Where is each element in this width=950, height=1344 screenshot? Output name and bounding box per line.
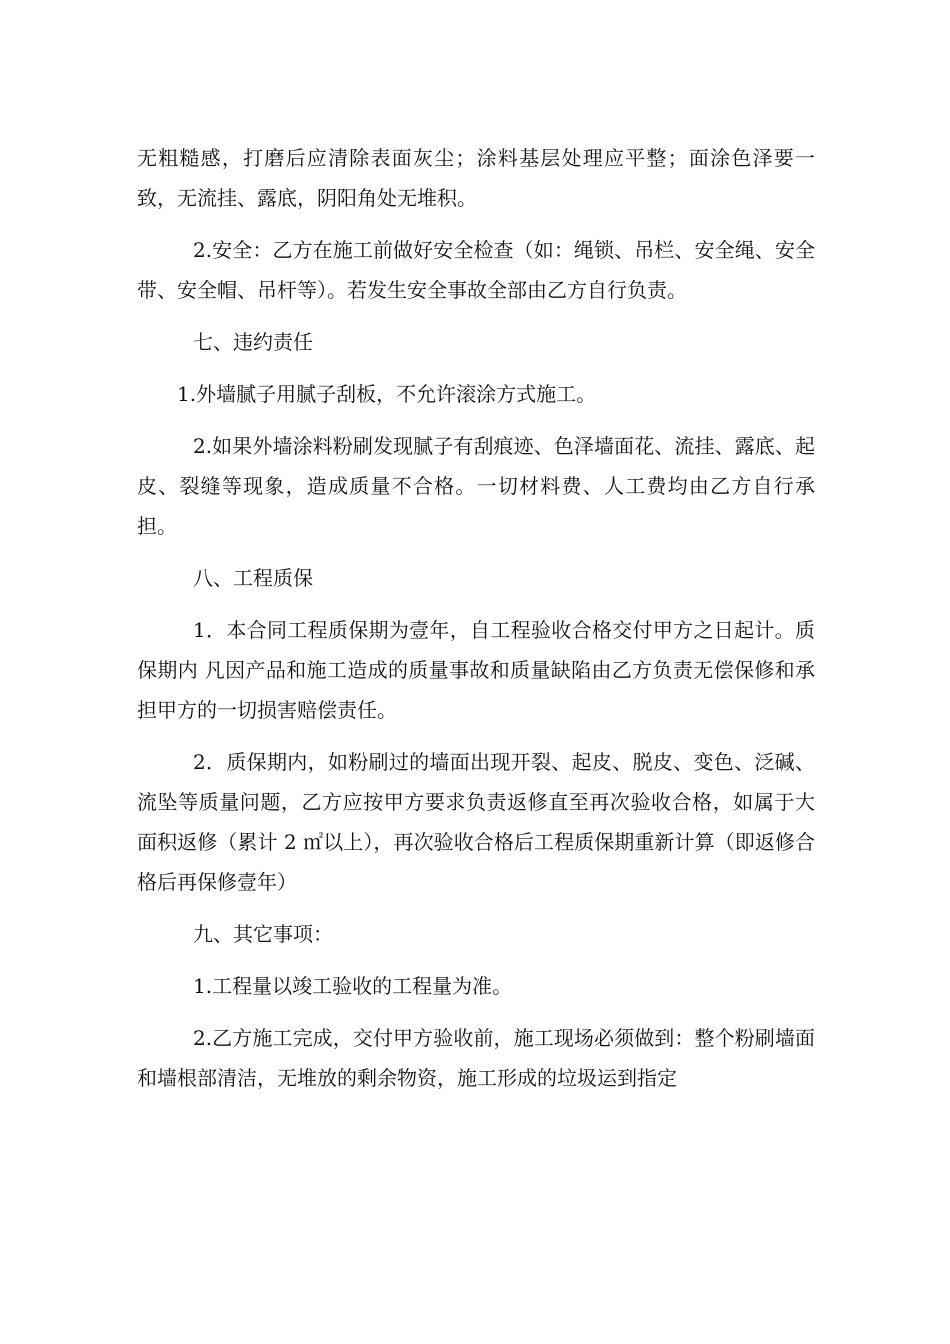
paragraph-safety: 2.安全：乙方在施工前做好安全检查（如：绳锁、吊栏、安全绳、安全带、安全帽、吊杆等）。若发生安全事故全部由乙方自行负责。 [137,238,815,302]
section-heading-breach-liability: 七、违约责任 [193,330,313,354]
paragraph-quality-continuation: 无粗糙感，打磨后应清除表面灰尘；涂料基层处理应平整；面涂色泽要一致，无流挂、露底，阴阳角处无堆积。 [137,146,815,210]
paragraph-defects-liability: 2.如果外墙涂料粉刷发现腻子有刮痕迹、色泽墙面花、流挂、露底、起皮、裂缝等现象，造成质量不合格。一切材料费、人工费均由乙方自行承担。 [137,434,815,538]
paragraph-warranty-period: 1．本合同工程质保期为壹年，自工程验收合格交付甲方之日起计。质保期内 凡因产品和施工造成的质量事故和质量缺陷由乙方负责无偿保修和承担甲方的一切损害赔偿责任。 [137,618,815,722]
paragraph-warranty-repairs: 2．质保期内，如粉刷过的墙面出现开裂、起皮、脱皮、变色、泛碱、流坠等质量问题，乙方应按甲方要求负责返修直至再次验收合格，如属于大面积返修（累计 2 ㎡以上），再次验收合格后工程质保期重新计算（即返修合格后再保修壹年） [137,750,815,894]
paragraph-site-cleanup: 2.乙方施工完成，交付甲方验收前，施工现场必须做到：整个粉刷墙面和墙根部清洁，无堆放的剩余物资，施工形成的垃圾运到指定 [137,1026,815,1090]
section-heading-warranty: 八、工程质保 [193,566,313,590]
paragraph-quantity-basis: 1.工程量以竣工验收的工程量为准。 [193,974,513,998]
document-body [137,138,815,1110]
section-heading-other-matters: 九、其它事项： [193,922,333,946]
paragraph-putty-scraper: 1.外墙腻子用腻子刮板，不允许滚涂方式施工。 [177,382,597,406]
